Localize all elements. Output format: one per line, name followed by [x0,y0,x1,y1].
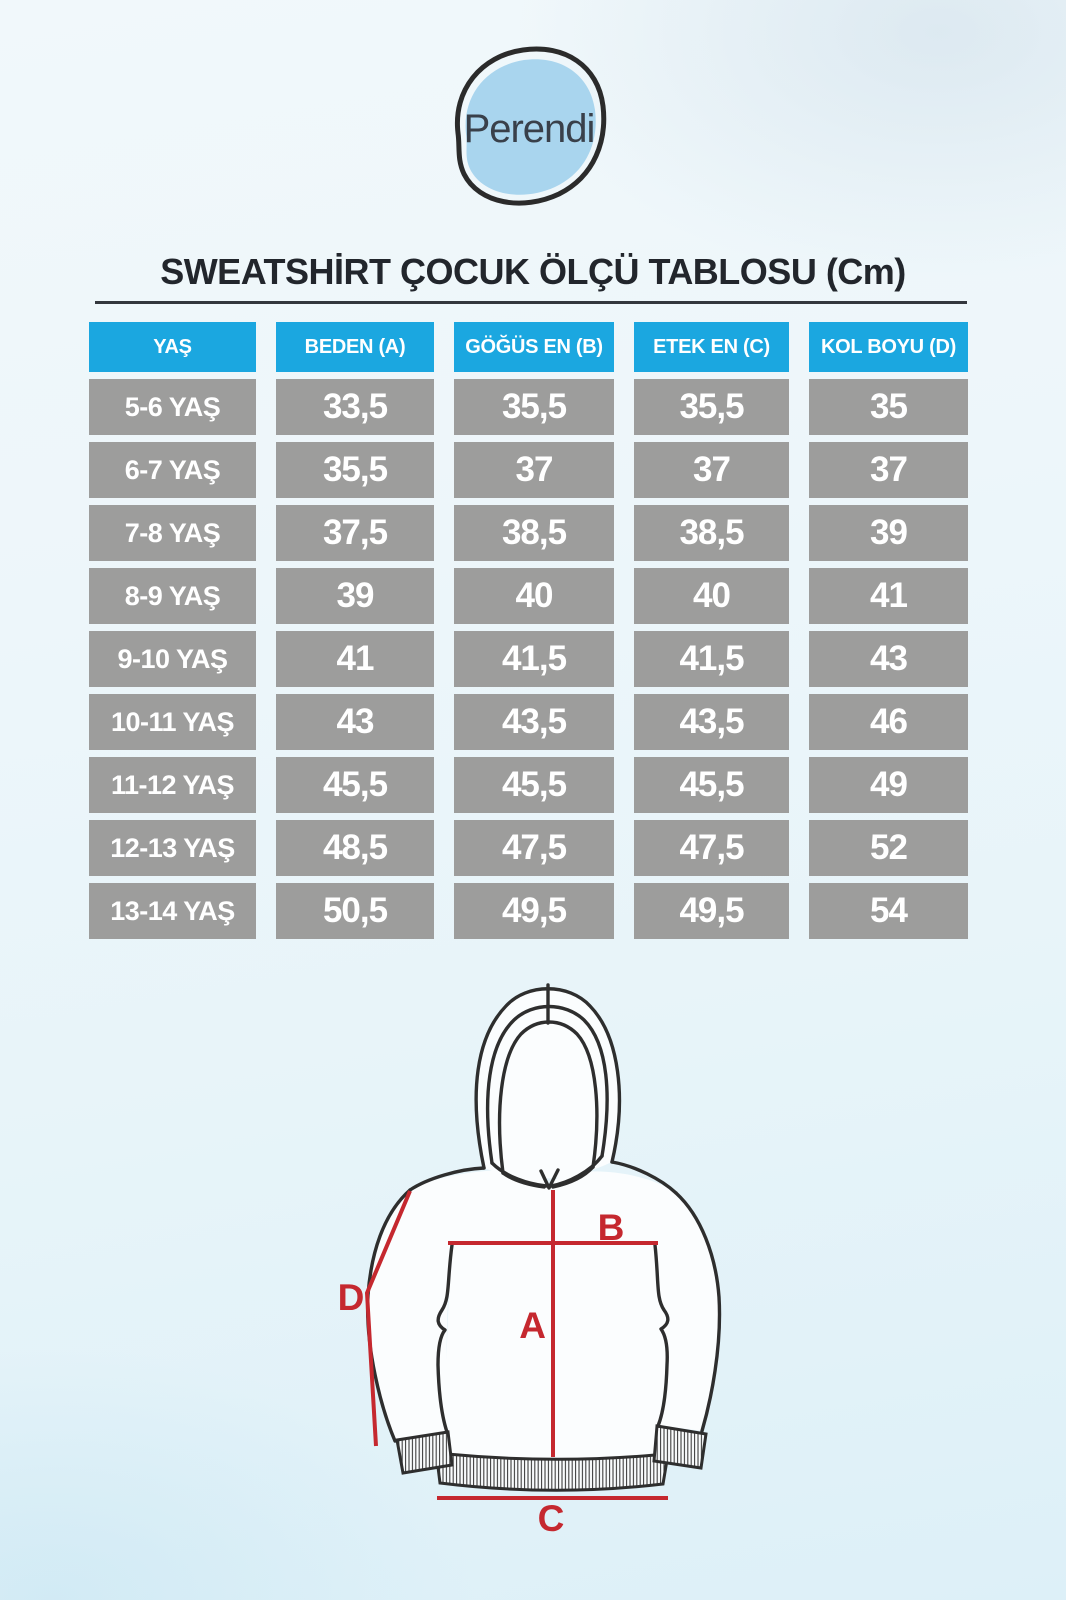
col-header-beden: BEDEN (A) [276,322,434,372]
measure-label-c: C [537,1498,565,1539]
age-cell: 5-6 YAŞ [89,379,256,435]
value-cell: 38,5 [454,505,614,561]
page-title: SWEATSHİRT ÇOCUK ÖLÇÜ TABLOSU (Cm) [160,251,906,292]
value-cell: 47,5 [634,820,789,876]
age-cell: 13-14 YAŞ [89,883,256,939]
measure-label-a: A [519,1305,546,1346]
age-cell: 7-8 YAŞ [89,505,256,561]
value-cell: 37 [809,442,968,498]
value-cell: 37,5 [276,505,434,561]
size-table [89,322,968,939]
value-cell: 35,5 [454,379,614,435]
measure-label-b: B [597,1207,625,1248]
value-cell: 38,5 [634,505,789,561]
value-cell: 47,5 [454,820,614,876]
value-cell: 35,5 [634,379,789,435]
value-cell: 41,5 [454,631,614,687]
col-header-kol-boyu: KOL BOYU (D) [809,322,968,372]
value-cell: 40 [634,568,789,624]
measure-label-d: D [337,1277,365,1318]
hoodie-measurement-diagram [330,973,770,1545]
value-cell: 41,5 [634,631,789,687]
title-underline [95,301,967,304]
value-cell: 35 [809,379,968,435]
value-cell: 43,5 [634,694,789,750]
brand-name: Perendi [463,107,595,151]
value-cell: 49,5 [634,883,789,939]
col-header-etek-en: ETEK EN (C) [634,322,789,372]
hoodie-diagram-icon [330,973,770,1545]
value-cell: 39 [809,505,968,561]
value-cell: 37 [454,442,614,498]
value-cell: 41 [276,631,434,687]
value-cell: 45,5 [454,757,614,813]
age-cell: 9-10 YAŞ [89,631,256,687]
value-cell: 35,5 [276,442,434,498]
value-cell: 50,5 [276,883,434,939]
value-cell: 41 [809,568,968,624]
value-cell: 37 [634,442,789,498]
col-header-gogus-en: GÖĞÜS EN (B) [454,322,614,372]
col-header-age: YAŞ [89,322,256,372]
value-cell: 46 [809,694,968,750]
value-cell: 33,5 [276,379,434,435]
value-cell: 54 [809,883,968,939]
value-cell: 49 [809,757,968,813]
value-cell: 52 [809,820,968,876]
value-cell: 48,5 [276,820,434,876]
value-cell: 43,5 [454,694,614,750]
value-cell: 45,5 [634,757,789,813]
value-cell: 49,5 [454,883,614,939]
age-cell: 10-11 YAŞ [89,694,256,750]
value-cell: 43 [809,631,968,687]
value-cell: 39 [276,568,434,624]
value-cell: 43 [276,694,434,750]
age-cell: 8-9 YAŞ [89,568,256,624]
age-cell: 6-7 YAŞ [89,442,256,498]
age-cell: 11-12 YAŞ [89,757,256,813]
logo-blob-icon [433,28,633,228]
value-cell: 40 [454,568,614,624]
brand-logo [433,28,633,228]
value-cell: 45,5 [276,757,434,813]
age-cell: 12-13 YAŞ [89,820,256,876]
